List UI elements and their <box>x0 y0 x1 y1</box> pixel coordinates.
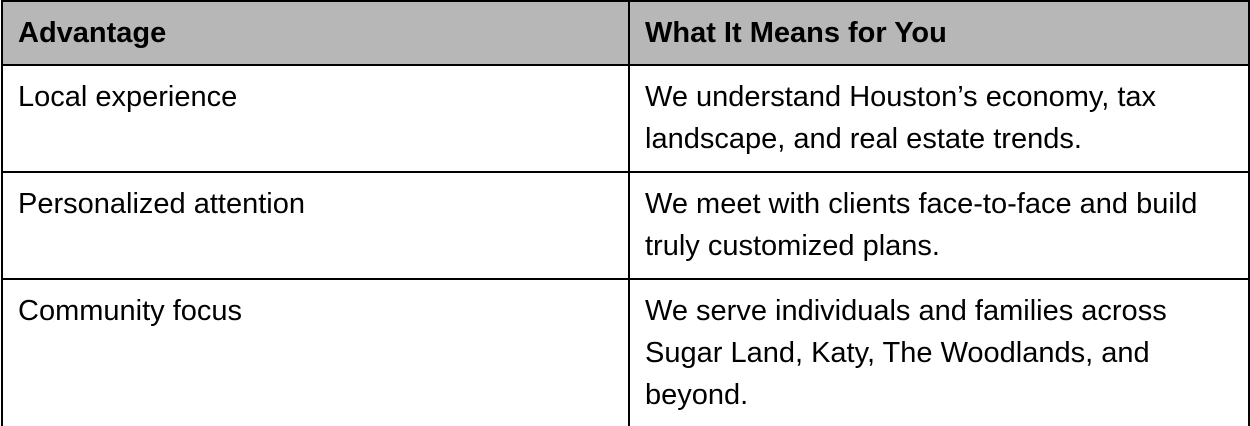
table-row <box>2 65 1249 172</box>
header-row <box>2 1 1249 65</box>
table-row <box>2 279 1249 426</box>
advantages-table <box>1 0 1250 426</box>
cell-advantage-personalized-attention: Personalized attention <box>2 172 629 279</box>
cell-advantage-local-experience: Local experience <box>2 65 629 172</box>
cell-advantage-community-focus: Community focus <box>2 279 629 426</box>
column-header-meaning: What It Means for You <box>629 1 1249 65</box>
cell-meaning-community-focus: We serve individuals and families across Sugar Land, Katy, The Woodlands, and beyond. <box>629 279 1249 426</box>
table-row <box>2 172 1249 279</box>
column-header-advantage: Advantage <box>2 1 629 65</box>
cell-meaning-personalized-attention: We meet with clients face-to-face and build truly customized plans. <box>629 172 1249 279</box>
cell-meaning-local-experience: We understand Houston’s economy, tax landscape, and real estate trends. <box>629 65 1249 172</box>
